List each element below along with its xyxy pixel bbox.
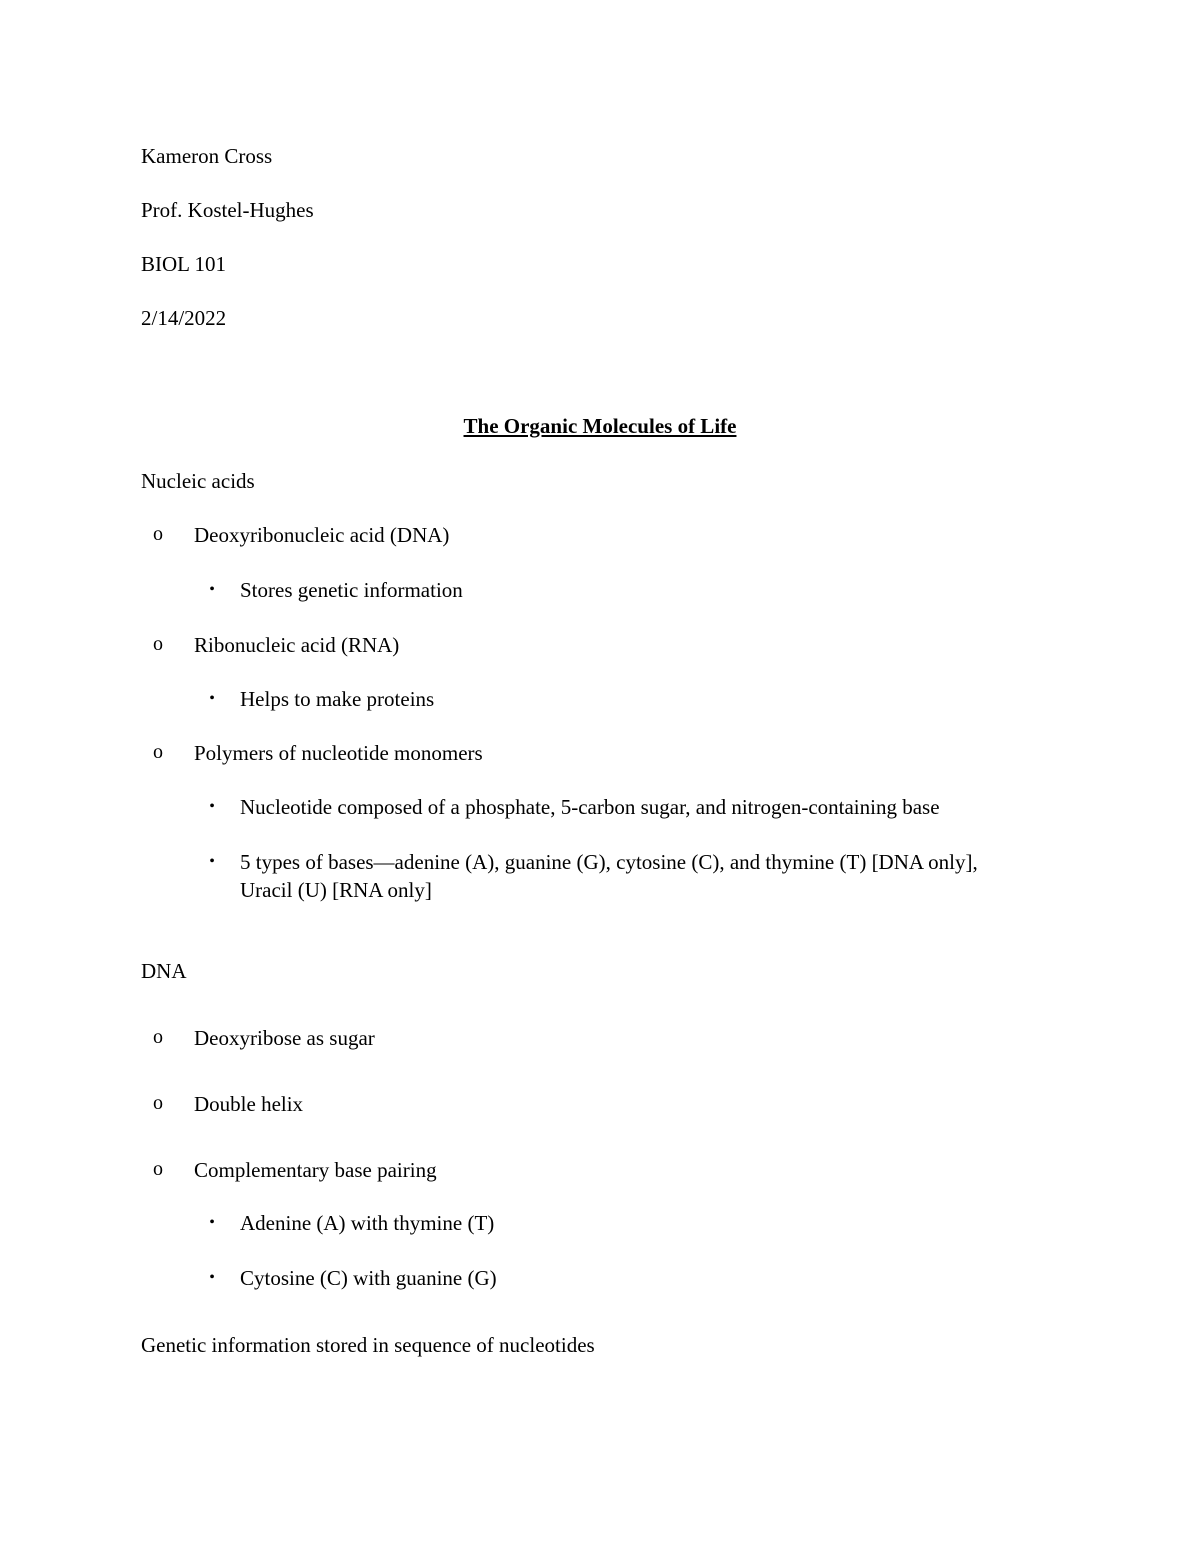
- list-item: Deoxyribonucleic acid (DNA): [194, 523, 450, 547]
- list-item: Helps to make proteins: [240, 687, 435, 711]
- list-item: Nucleotide composed of a phosphate, 5-carbon sugar, and nitrogen-containing base: [240, 795, 940, 819]
- bullet-icon: •: [209, 853, 215, 870]
- professor-name: Prof. Kostel-Hughes: [141, 198, 314, 222]
- circle-bullet-icon: o: [153, 633, 163, 655]
- circle-bullet-icon: o: [153, 523, 163, 545]
- section-heading-nucleic-acids: Nucleic acids: [141, 469, 255, 493]
- list-item: Deoxyribose as sugar: [194, 1026, 375, 1050]
- course-code: BIOL 101: [141, 252, 226, 276]
- circle-bullet-icon: o: [153, 1026, 163, 1048]
- circle-bullet-icon: o: [153, 1158, 163, 1180]
- list-item: 5 types of bases—adenine (A), guanine (G), cytosine (C), and thymine (T) [DNA only], Uracil (U) [RNA only]: [240, 850, 978, 902]
- bullet-icon: •: [209, 1214, 215, 1231]
- list-item: Double helix: [194, 1092, 304, 1116]
- author-name: Kameron Cross: [141, 144, 273, 168]
- circle-bullet-icon: o: [153, 741, 163, 763]
- document-title: The Organic Molecules of Life: [463, 414, 737, 438]
- bullet-icon: •: [209, 1269, 215, 1286]
- list-item: Adenine (A) with thymine (T): [240, 1211, 495, 1235]
- list-item: Ribonucleic acid (RNA): [194, 633, 400, 657]
- list-item: Polymers of nucleotide monomers: [194, 741, 483, 765]
- document-date: 2/14/2022: [141, 306, 227, 330]
- list-item: Stores genetic information: [240, 578, 463, 602]
- section-heading-dna: DNA: [141, 959, 187, 983]
- bullet-icon: •: [209, 690, 215, 707]
- circle-bullet-icon: o: [153, 1092, 163, 1114]
- list-item: Complementary base pairing: [194, 1158, 437, 1182]
- bullet-icon: •: [209, 581, 215, 598]
- list-item: Cytosine (C) with guanine (G): [240, 1266, 497, 1290]
- bullet-icon: •: [209, 798, 215, 815]
- closing-statement: Genetic information stored in sequence of nucleotides: [141, 1333, 595, 1357]
